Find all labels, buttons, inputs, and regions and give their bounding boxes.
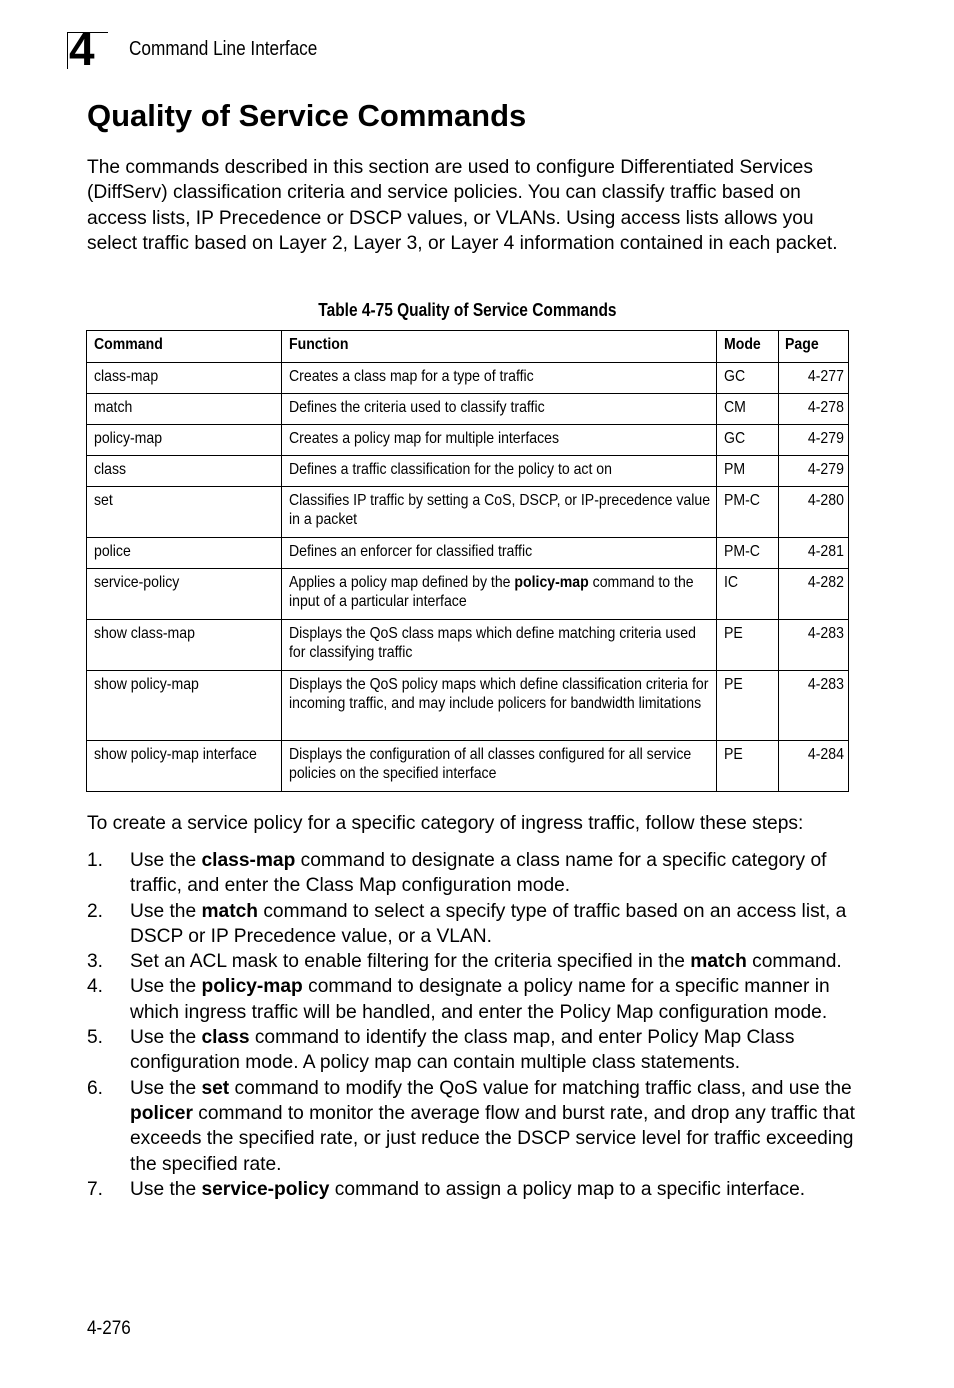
- cell-page: 4-283: [779, 620, 849, 671]
- step-number: 5.: [87, 1027, 104, 1049]
- header-mode: Mode: [717, 331, 779, 363]
- cell-function: Classifies IP traffic by setting a CoS, DSCP, or IP-precedence value in a packet: [282, 487, 717, 538]
- cell-page: 4-283: [779, 671, 849, 741]
- table-row: [87, 741, 849, 792]
- cell-function: Displays the QoS policy maps which define classification criteria for incoming traffic, and may include policers for bandwidth limitations: [282, 671, 717, 741]
- cell-command: show policy-map: [87, 671, 282, 741]
- cell-function: [282, 569, 717, 620]
- table-row: [87, 456, 849, 487]
- cell-mode: CM: [717, 394, 779, 425]
- qos-commands-table: [86, 330, 849, 792]
- cell-mode: PE: [717, 671, 779, 741]
- header-command: Command: [87, 331, 282, 363]
- cell-function: Displays the QoS class maps which define matching criteria used for classifying traffic: [282, 620, 717, 671]
- command-ref: policy-map: [514, 574, 589, 591]
- command-ref: set: [201, 1077, 230, 1099]
- cell-page: 4-282: [779, 569, 849, 620]
- table-row: [87, 671, 849, 741]
- table-row: [87, 620, 849, 671]
- cell-command: show policy-map interface: [87, 741, 282, 792]
- step-number: 2.: [87, 900, 104, 922]
- cell-page: 4-284: [779, 741, 849, 792]
- cell-mode: PM-C: [717, 538, 779, 569]
- cell-page: 4-278: [779, 394, 849, 425]
- cell-command: match: [87, 394, 282, 425]
- cell-page: 4-280: [779, 487, 849, 538]
- step-item: 5. Use the class command to identify the class map, and enter Policy Map Class configuration mode. A policy map can contain multiple class statements.: [87, 1027, 795, 1074]
- command-ref: policy-map: [201, 976, 303, 998]
- step-number: 3.: [87, 951, 104, 973]
- step-number: 7.: [87, 1178, 104, 1200]
- cell-command: show class-map: [87, 620, 282, 671]
- cell-command: set: [87, 487, 282, 538]
- cell-function: Defines a traffic classification for the policy to act on: [282, 456, 717, 487]
- step-item: 4. Use the policy-map command to designate a policy name for a specific manner in which ingress traffic will be handled, and enter the Policy Map configuration mode.: [87, 976, 830, 1023]
- cell-function: Creates a class map for a type of traffic: [282, 363, 717, 394]
- command-ref: match: [201, 900, 258, 922]
- cell-mode: PE: [717, 620, 779, 671]
- cell-command: service-policy: [87, 569, 282, 620]
- table-row: [87, 569, 849, 620]
- table-header-row: [87, 331, 849, 363]
- cell-page: 4-279: [779, 425, 849, 456]
- cell-page: 4-277: [779, 363, 849, 394]
- step-item: 1. Use the class-map command to designate a class name for a specific category of traffic, and enter the Class Map configuration mode.: [87, 850, 827, 897]
- cell-function: Displays the configuration of all classes configured for all service policies on the specified interface: [282, 741, 717, 792]
- cell-function: Defines the criteria used to classify traffic: [282, 394, 717, 425]
- cell-command: class: [87, 456, 282, 487]
- command-ref: match: [690, 951, 747, 973]
- section-title: Quality of Service Commands: [87, 98, 527, 133]
- cell-mode: GC: [717, 425, 779, 456]
- function-text: Applies a policy map defined by the policy-map command to the input of a particular interface: [289, 574, 694, 610]
- cell-command: class-map: [87, 363, 282, 394]
- command-ref: class: [201, 1027, 250, 1049]
- step-item: 2. Use the match command to select a specify type of traffic based on an access list, a DSCP or IP Precedence value, or a VLAN.: [87, 900, 847, 947]
- header-page: Page: [779, 331, 849, 363]
- table-caption-text: Table 4-75 Quality of Service Commands: [318, 300, 617, 320]
- cell-mode: PM-C: [717, 487, 779, 538]
- cell-page: 4-279: [779, 456, 849, 487]
- command-ref: policer: [130, 1102, 193, 1124]
- step-number: 4.: [87, 976, 104, 998]
- cell-command: police: [87, 538, 282, 569]
- cell-function: Creates a policy map for multiple interfaces: [282, 425, 717, 456]
- step-number: 1.: [87, 850, 104, 871]
- step-item: 7. Use the service-policy command to assign a policy map to a specific interface.: [87, 1177, 857, 1202]
- cell-mode: PE: [717, 741, 779, 792]
- procedure-steps: [87, 848, 857, 1202]
- table-row: [87, 425, 849, 456]
- chapter-number: 4: [69, 23, 95, 75]
- table-row: [87, 538, 849, 569]
- table-row: [87, 487, 849, 538]
- cell-mode: PM: [717, 456, 779, 487]
- procedure-lead: To create a service policy for a specific category of ingress traffic, follow these steps:: [87, 813, 804, 834]
- command-ref: class-map: [201, 850, 296, 871]
- cell-mode: IC: [717, 569, 779, 620]
- header-function: Function: [282, 331, 717, 363]
- step-number: 6.: [87, 1077, 104, 1099]
- running-title: Command Line Interface: [129, 38, 318, 60]
- page-number: 4-276: [87, 1318, 131, 1339]
- step-item: 6. Use the set command to modify the QoS value for matching traffic class, and use the policer command to monitor the average flow and burst rate, and drop any traffic that exceeds the specified rate, or just reduce the DSCP service level for traffic exceeding the specified rate.: [87, 1077, 855, 1175]
- table-caption: [87, 300, 848, 321]
- intro-paragraph: The commands described in this section are used to configure Differentiated Services (DiffServ) classification criteria and service policies. You can classify traffic based on access lists, IP Precedence or DSCP values, or VLANs. Using access lists allows you select traffic based on Layer 2, Layer 3, or Layer 4 information contained in each packet.: [87, 157, 838, 254]
- cell-function: Defines an enforcer for classified traffic: [282, 538, 717, 569]
- cell-command: policy-map: [87, 425, 282, 456]
- cell-mode: GC: [717, 363, 779, 394]
- table-row: [87, 363, 849, 394]
- table-row: [87, 394, 849, 425]
- step-item: 3. Set an ACL mask to enable filtering for the criteria specified in the match command.: [87, 949, 857, 974]
- cell-page: 4-281: [779, 538, 849, 569]
- command-ref: service-policy: [201, 1178, 330, 1200]
